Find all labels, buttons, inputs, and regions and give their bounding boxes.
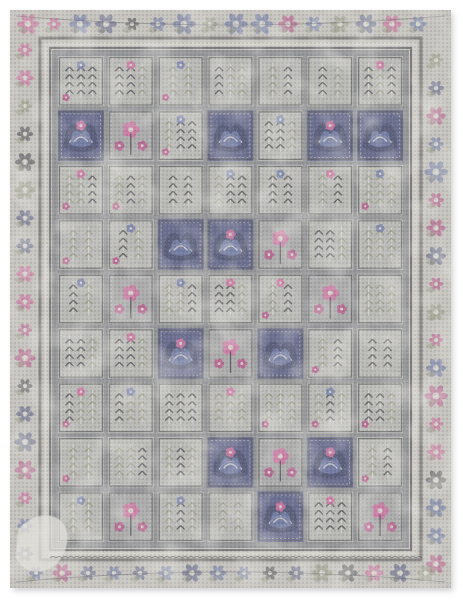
rug-image xyxy=(10,10,451,588)
wear-texture xyxy=(10,10,451,588)
